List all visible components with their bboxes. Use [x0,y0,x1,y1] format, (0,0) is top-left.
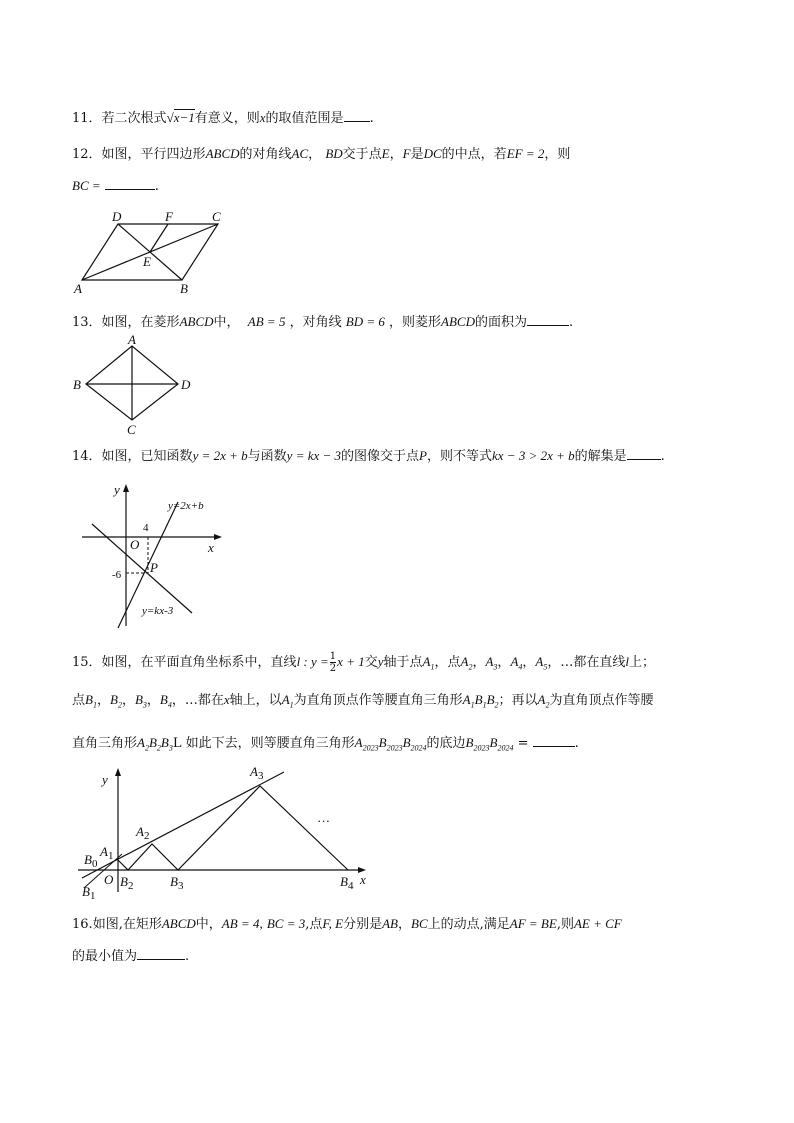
answer-blank[interactable] [627,447,661,460]
question-12-line2: BC = . [72,178,159,194]
label-D: D [112,209,122,224]
label-E: E [143,254,151,269]
svg-text:x: x [208,540,214,555]
svg-text:O: O [130,537,140,552]
svg-text:A: A [128,332,136,347]
svg-text:y=kx-3: y=kx-3 [142,605,174,617]
svg-text:B1: $B_1$ [82,884,96,902]
svg-text:B3: $B_3$ [170,874,184,892]
svg-text:B: B [73,377,81,392]
svg-text:C: C [127,422,136,437]
svg-text:D: D [181,377,191,392]
svg-text:y: y [102,772,108,787]
question-15-line3: 直角三角形$A_2B_2B_3L$ 如此下去，则等腰直角三角形$A_{2023}B_{2023}B_{2024}$的底边$B_{2023}B_{2024}$ = . [72,735,579,753]
question-14: 14．如图，已知函数y = 2x + b与函数y = kx − 3的图像交于点P，则不等式kx − 3 > 2x + b的解集是 . [72,448,665,464]
svg-text:4: 4 [143,522,149,534]
svg-text:A1: $A_1$ [100,844,114,862]
fraction: $\frac{1}{2}$ [329,651,337,674]
svg-text:y: y [114,482,120,497]
answer-blank[interactable] [344,109,370,122]
question-12: 12．如图，平行四边形ABCD的对角线AC， BD交于点E，F是DC的中点，若EF = 2，则 [72,146,571,162]
question-16-line2: 的最小值为 . [72,949,190,964]
svg-text:A3: $A_3$ [250,764,264,782]
question-15-line1: 15．如图，在平面直角坐标系中，直线l : y = $\frac{1}{2}$ x + 1交y轴于点$A_1$，点$A_2$，$A_3$，$A_4$，$A_5$，…都在直线l上； [72,651,656,674]
answer-blank[interactable] [533,734,575,747]
radical: √x−1 [166,110,195,125]
svg-text:y=2x+b: y=2x+b [168,500,204,512]
figure-parallelogram [70,208,230,298]
svg-text:x: x [360,872,366,887]
svg-text:A2: $A_2$ [136,824,150,842]
label-A: A [74,281,82,296]
svg-text:P: P [150,560,158,575]
figure-rhombus [70,332,200,437]
q-number: 11． [72,111,102,126]
question-13: 13．如图，在菱形ABCD中， AB = 5 ，对角线 BD = 6 ，则菱形ABCD的面积为 . [72,314,574,330]
label-F: F [165,209,173,224]
svg-text:B4: $B_4$ [340,874,354,892]
answer-blank[interactable] [527,313,569,326]
figure-isosceles-chain [78,758,378,902]
answer-blank[interactable] [137,947,185,960]
question-11: 11．若二次根式√x−1有意义，则x的取值范围是 . [72,110,374,126]
question-15-line2: 点$B_1$，$B_2$，$B_3$，$B_4$，…都在x轴上，以$A_1$为直角顶点作等腰直角三角形$A_1B_1B_2$；再以$A_2$为直角顶点作等腰 [72,692,654,710]
question-16: 16.如图,在矩形ABCD中，AB = 4, BC = 3,点F, E分别是AB，BC上的动点,满足AF = BE,则AE + CF [72,916,622,932]
svg-text:O: O [104,872,114,887]
figure-linear-functions [80,480,240,630]
answer-blank[interactable] [105,177,155,190]
label-B: B [180,281,188,296]
svg-text:-6: -6 [112,569,122,581]
svg-text:…: … [318,810,330,825]
svg-text:B2: $B_2$ [120,874,134,892]
svg-text:B0: $B_0$ [84,852,98,870]
label-C: C [212,209,221,224]
